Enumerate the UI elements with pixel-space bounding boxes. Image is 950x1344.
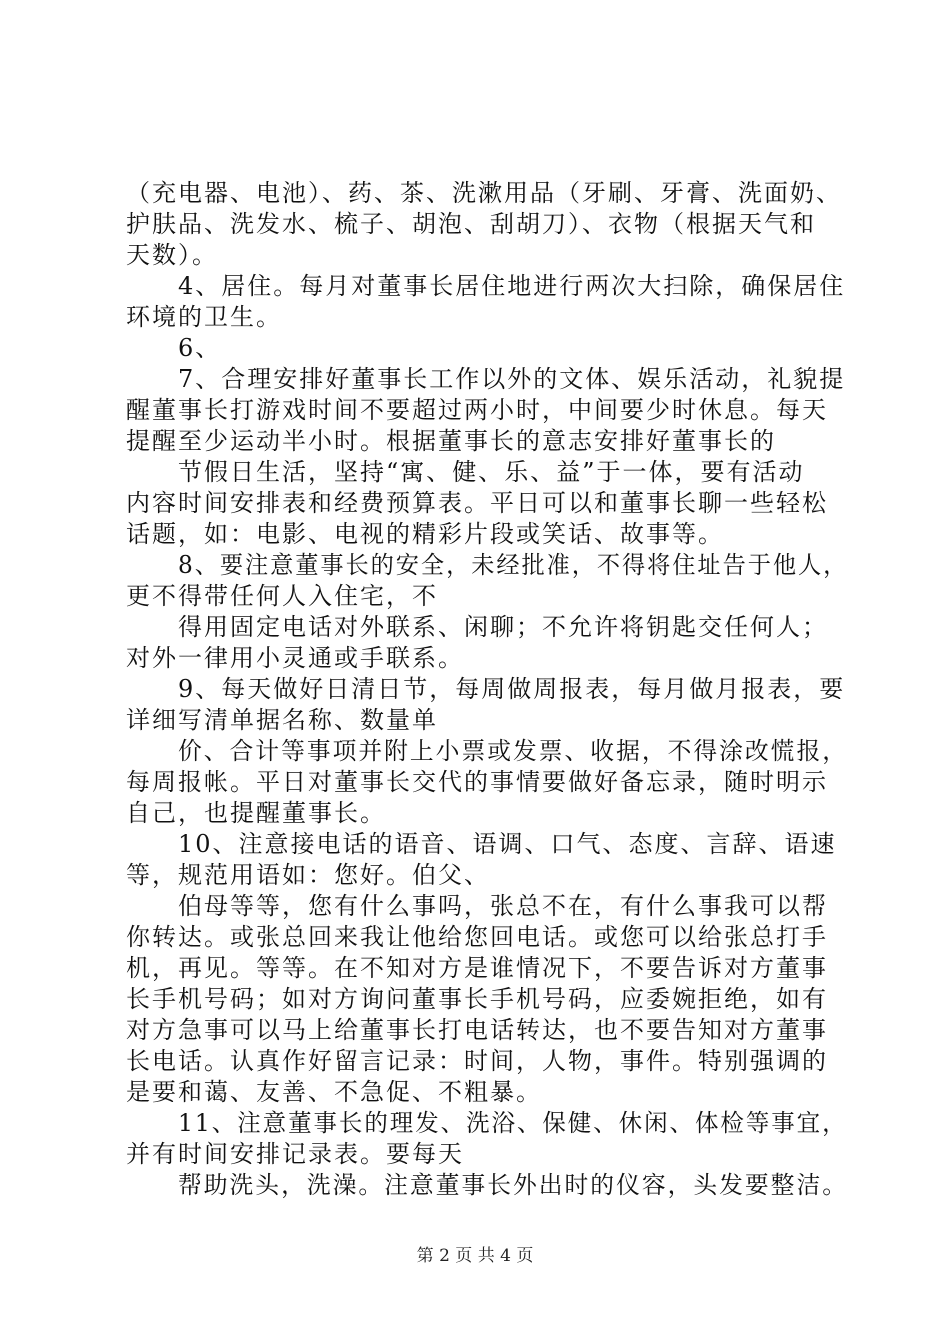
text-line: 醒董事长打游戏时间不要超过两小时，中间要少时休息。每天 bbox=[126, 396, 828, 424]
text-line: 伯母等等，您有什么事吗，张总不在，有什么事我可以帮 bbox=[178, 892, 828, 920]
text-line: （充电器、电池）、药、茶、洗漱用品（牙刷、牙膏、洗面奶、 bbox=[126, 179, 842, 207]
text-line: 护肤品、洗发水、梳子、胡泡、刮胡刀）、衣物（根据天气和 bbox=[126, 210, 816, 238]
text-line: 话题，如：电影、电视的精彩片段或笑话、故事等。 bbox=[126, 520, 724, 548]
text-line: 自己，也提醒董事长。 bbox=[126, 799, 386, 827]
text-line: 天数）。 bbox=[126, 241, 218, 269]
text-line: 长电话。认真作好留言记录：时间，人物，事件。特别强调的 bbox=[126, 1047, 828, 1075]
text-line: 是要和蔼、友善、不急促、不粗暴。 bbox=[126, 1078, 542, 1106]
text-line: 长手机号码；如对方询问董事长手机号码，应委婉拒绝，如有 bbox=[126, 985, 828, 1013]
text-line: 帮助洗头，洗澡。注意董事长外出时的仪容，头发要整洁。 bbox=[178, 1171, 848, 1199]
text-line: 等，规范用语如：您好。伯父、 bbox=[126, 861, 490, 889]
text-line: 10、注意接电话的语音、语调、口气、态度、言辞、语速 bbox=[178, 830, 837, 858]
text-line: 4、居住。每月对董事长居住地进行两次大扫除，确保居住 bbox=[178, 272, 846, 300]
text-line: 节假日生活，坚持“寓、健、乐、益”于一体，要有活动 bbox=[178, 458, 805, 486]
text-line: 价、合计等事项并附上小票或发票、收据，不得涂改慌报， bbox=[178, 737, 848, 765]
text-line: 提醒至少运动半小时。根据董事长的意志安排好董事长的 bbox=[126, 427, 776, 455]
text-line: 内容时间安排表和经费预算表。平日可以和董事长聊一些轻松 bbox=[126, 489, 828, 517]
text-line: 并有时间安排记录表。要每天 bbox=[126, 1140, 464, 1168]
text-line: 8、要注意董事长的安全，未经批准，不得将住址告于他人， bbox=[178, 551, 849, 579]
text-line: 机，再见。等等。在不知对方是谁情况下，不要告诉对方董事 bbox=[126, 954, 828, 982]
text-line: 11、注意董事长的理发、洗浴、保健、休闲、体检等事宜， bbox=[178, 1109, 848, 1137]
text-line: 每周报帐。平日对董事长交代的事情要做好备忘录，随时明示 bbox=[126, 768, 828, 796]
text-line: 对外一律用小灵通或手联系。 bbox=[126, 644, 464, 672]
text-line: 详细写清单据名称、数量单 bbox=[126, 706, 438, 734]
text-line: 环境的卫生。 bbox=[126, 303, 282, 331]
text-line: 更不得带任何人入住宅，不 bbox=[126, 582, 438, 610]
text-line: 7、合理安排好董事长工作以外的文体、娱乐活动，礼貌提 bbox=[178, 365, 846, 393]
text-line: 得用固定电话对外联系、闲聊；不允许将钥匙交任何人； bbox=[178, 613, 828, 641]
text-line: 你转达。或张总回来我让他给您回电话。或您可以给张总打手 bbox=[126, 923, 828, 951]
page-number-footer: 第 2 页 共 4 页 bbox=[416, 1246, 534, 1266]
text-line: 6、 bbox=[178, 334, 222, 362]
text-line: 9、每天做好日清日节，每周做周报表，每月做月报表，要 bbox=[178, 675, 846, 703]
text-line: 对方急事可以马上给董事长打电话转达，也不要告知对方董事 bbox=[126, 1016, 828, 1044]
